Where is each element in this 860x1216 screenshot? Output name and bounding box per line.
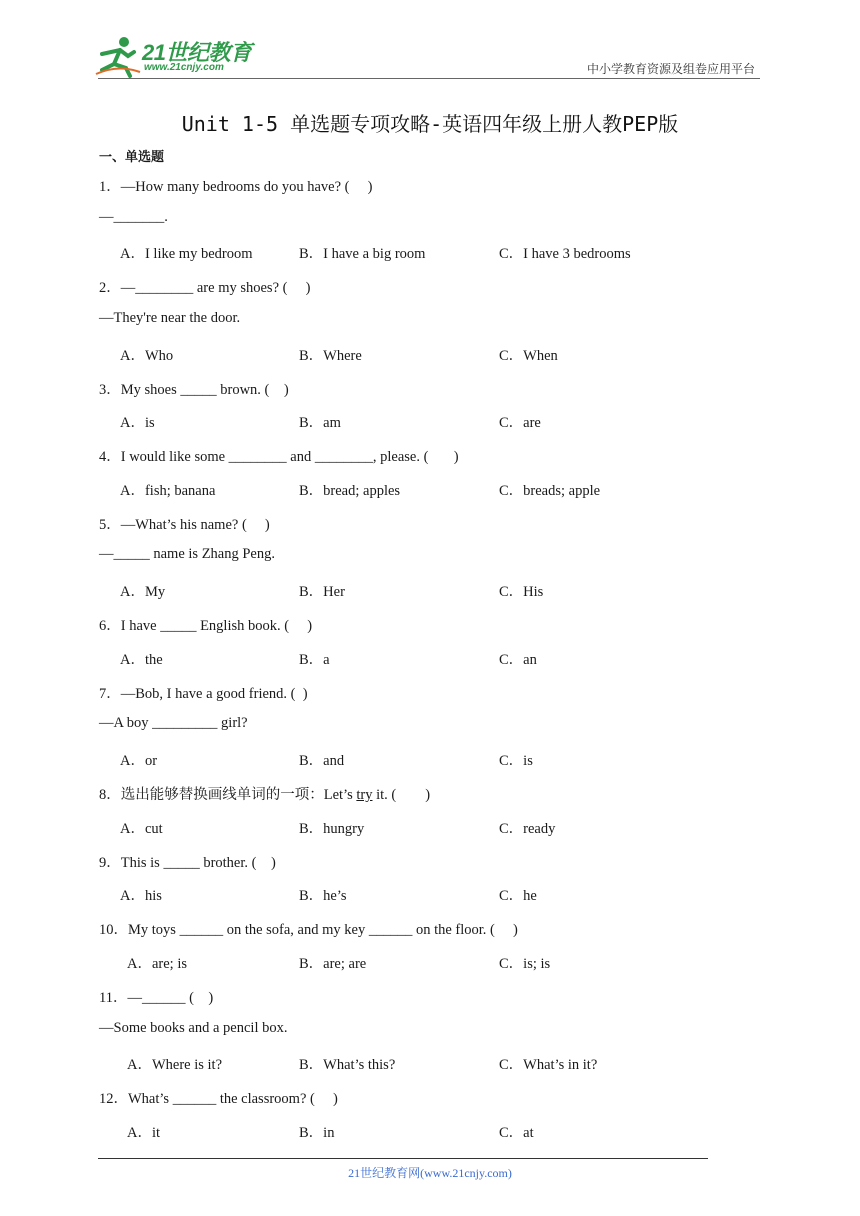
question-5-option-c[interactable]: C．His: [499, 584, 544, 600]
header-platform-text: 中小学教育资源及组卷应用平台: [586, 62, 755, 76]
logo-url: www.21cnjy.com: [144, 62, 224, 73]
question-2-option-a[interactable]: A．Who: [120, 348, 174, 364]
question-2: 2．—________ are my shoes? ( ): [99, 280, 311, 296]
question-8-option-c[interactable]: C．ready: [499, 821, 556, 837]
question-5-option-b[interactable]: B．Her: [299, 584, 345, 600]
question-8-option-a[interactable]: A．cut: [120, 821, 163, 837]
question-4: 4．I would like some ________ and ________, please. ( ): [99, 449, 459, 465]
page-header: [0, 0, 860, 90]
question-12-option-c[interactable]: C．at: [499, 1125, 534, 1141]
question-7-option-b[interactable]: B．and: [299, 753, 345, 769]
question-3-option-b[interactable]: B．am: [299, 415, 341, 431]
question-1-option-a[interactable]: A．I like my bedroom: [120, 246, 253, 262]
question-4-option-a[interactable]: A．fish; banana: [120, 483, 216, 499]
question-1-option-c[interactable]: C．I have 3 bedrooms: [499, 246, 631, 262]
question-5: 5．—What’s his name? ( ): [99, 517, 270, 533]
question-8: [99, 783, 430, 804]
section-heading: 一、单选题: [99, 150, 165, 165]
question-11-answer-line: —Some books and a pencil box.: [99, 1020, 288, 1036]
question-2-answer-line: —They're near the door.: [99, 310, 241, 326]
question-11: 11．—______ ( ): [99, 990, 214, 1006]
question-12-option-a[interactable]: A．it: [127, 1125, 161, 1141]
question-4-option-b[interactable]: B．bread; apples: [299, 483, 401, 499]
question-1-answer-line: —_______.: [99, 209, 168, 225]
question-5-option-a[interactable]: A．My: [120, 584, 166, 600]
page-title: Unit 1-5 单选题专项攻略-英语四年级上册人教PEP版: [181, 112, 679, 136]
logo-text: 21世纪教育: [142, 40, 252, 65]
runner-icon: [94, 34, 142, 78]
question-9-option-b[interactable]: B．he’s: [299, 888, 347, 904]
question-3-option-a[interactable]: A．is: [120, 415, 155, 431]
question-5-answer-line: —_____ name is Zhang Peng.: [99, 546, 275, 562]
question-1: 1．—How many bedrooms do you have? ( ): [99, 179, 373, 195]
question-9: 9．This is _____ brother. ( ): [99, 855, 276, 871]
question-3: 3．My shoes _____ brown. ( ): [99, 382, 289, 398]
question-7-answer-line: —A boy _________ girl?: [99, 715, 248, 731]
question-11-option-a[interactable]: A．Where is it?: [127, 1057, 223, 1073]
question-2-option-b[interactable]: B．Where: [299, 348, 362, 364]
question-7-option-c[interactable]: C．is: [499, 753, 533, 769]
question-8-underlined-word: try: [356, 787, 373, 803]
question-4-option-c[interactable]: C．breads; apple: [499, 483, 601, 499]
question-7-option-a[interactable]: A．or: [120, 753, 158, 769]
question-9-option-a[interactable]: A．his: [120, 888, 162, 904]
question-8-prefix: 8．选出能够替换画线单词的一项：Let’s: [99, 787, 357, 803]
site-logo[interactable]: [94, 34, 264, 78]
question-10-option-c[interactable]: C．is; is: [499, 956, 551, 972]
question-7: 7．—Bob, I have a good friend. ( ): [99, 686, 308, 702]
question-9-option-c[interactable]: C．he: [499, 888, 537, 904]
question-6-option-a[interactable]: A．the: [120, 652, 163, 668]
question-3-option-c[interactable]: C．are: [499, 415, 541, 431]
footer-divider: [98, 1158, 708, 1159]
question-1-option-b[interactable]: B．I have a big room: [299, 246, 426, 262]
question-6-option-c[interactable]: C．an: [499, 652, 537, 668]
footer-link[interactable]: 21世纪教育网(www.21cnjy.com): [348, 1166, 512, 1180]
question-11-option-c[interactable]: C．What’s in it?: [499, 1057, 598, 1073]
question-10-option-a[interactable]: A．are; is: [127, 956, 187, 972]
question-8-option-b[interactable]: B．hungry: [299, 821, 365, 837]
question-12: 12．What’s ______ the classroom? ( ): [99, 1091, 338, 1107]
question-8-suffix: it. ( ): [372, 787, 431, 803]
question-10-option-b[interactable]: B．are; are: [299, 956, 367, 972]
question-6-option-b[interactable]: B．a: [299, 652, 330, 668]
question-6: 6．I have _____ English book. ( ): [99, 618, 313, 634]
question-2-option-c[interactable]: C．When: [499, 348, 558, 364]
question-12-option-b[interactable]: B．in: [299, 1125, 335, 1141]
question-11-option-b[interactable]: B．What’s this?: [299, 1057, 396, 1073]
header-divider: [98, 78, 760, 79]
question-10: 10．My toys ______ on the sofa, and my key ______ on the floor. ( ): [99, 922, 518, 938]
